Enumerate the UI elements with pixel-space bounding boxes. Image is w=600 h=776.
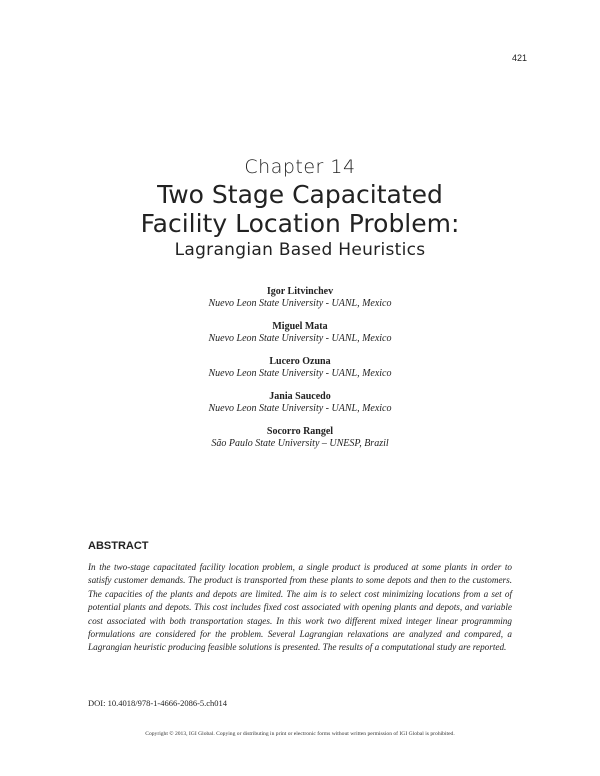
page-number: 421 xyxy=(511,53,527,63)
author-affiliation: Nuevo Leon State University - UANL, Mexico xyxy=(208,298,392,309)
doi-line: DOI: 10.4018/978-1-4666-2086-5.ch014 xyxy=(88,698,228,708)
author-entry xyxy=(0,391,600,426)
author-name: Socorro Rangel xyxy=(266,426,334,437)
author-affiliation: São Paulo State University – UNESP, Brazil xyxy=(211,438,389,449)
author-entry xyxy=(0,426,600,461)
chapter-title-line: Facility Location Problem: xyxy=(140,209,460,238)
abstract-body: In the two-stage capacitated facility location problem, a single product is produced at some plants in order to satisfy customer demands. The product is transported from these plants to some depots and then to the customers. The capacities of the plants and depots are limited. The aim is to select cost minimizing locations from a set of potential plants and depots. This cost includes fixed cost associated with opening plants and depots, and variable cost associated with both transportation stages. In this work two different mixed integer linear programming formulations are considered for the problem. Several Lagrangian relaxations are analyzed and compared, a Lagrangian heuristic producing feasible solutions is presented. The results of a computational study are reported. xyxy=(88,562,512,653)
author-entry xyxy=(0,286,600,321)
author-name: Miguel Mata xyxy=(272,321,328,332)
author-affiliation: Nuevo Leon State University - UANL, Mexico xyxy=(208,368,392,379)
author-affiliation: Nuevo Leon State University - UANL, Mexico xyxy=(208,403,392,414)
author-name: Igor Litvinchev xyxy=(266,286,334,297)
author-entry xyxy=(0,356,600,391)
chapter-title-line: Two Stage Capacitated xyxy=(157,180,443,209)
author-name: Lucero Ozuna xyxy=(269,356,331,367)
chapter-subtitle: Lagrangian Based Heuristics xyxy=(174,240,426,260)
chapter-title-block xyxy=(0,180,600,261)
author-name: Jania Saucedo xyxy=(269,391,331,402)
author-affiliation: Nuevo Leon State University - UANL, Mexico xyxy=(208,333,392,344)
abstract-heading: ABSTRACT xyxy=(88,540,149,552)
author-entry xyxy=(0,321,600,356)
chapter-label: Chapter 14 xyxy=(244,156,356,178)
copyright-notice: Copyright © 2013, IGI Global. Copying or distributing in print or electronic forms without written permission of IGI Global is prohibited. xyxy=(145,731,455,737)
author-list xyxy=(0,286,600,461)
